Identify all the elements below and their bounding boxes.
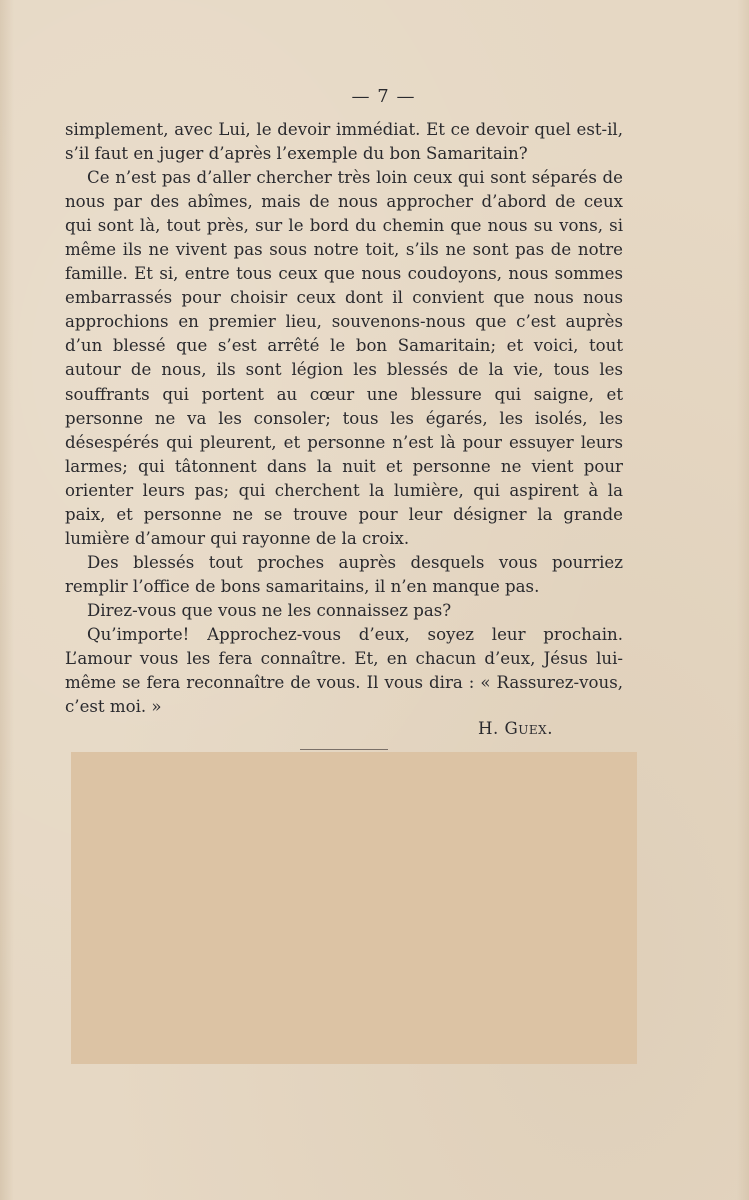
page-number: — 7 — <box>351 86 416 107</box>
paragraph: simplement, avec Lui, le devoir immédiat. Et ce devoir quel est-il, s’il faut en juger d’après l’exemple du bon Samaritain? <box>65 120 623 164</box>
paragraph: Qu’importe! Approchez-vous d’eux, soyez leur prochain. L’amour vous les fera connaître. Et, en chacun d’eux, Jésus lui-même se fera reconnaître de vous. Il vous dira : « Rassurez-vous, c’est moi. » <box>65 624 623 717</box>
author-name: Guex. <box>504 719 553 738</box>
author-initial: H. <box>478 719 499 738</box>
paragraph: Direz-vous que vous ne les connaissez pas? <box>87 600 452 620</box>
paragraph: Des blessés tout proches auprès desquels vous pourriez remplir l’office de bons samaritains, il n’en manque pas. <box>65 552 623 596</box>
paragraph: Ce n’est pas d’aller chercher très loin ceux qui sont séparés de nous par des abîmes, mais de nous approcher d’abord de ceux qui sont là, tout près, sur le bord du chemin que nous su vons, si même ils ne vivent pas sous notre toit, s’ils ne sont pas de notre famille. Et si, entre tous ceux que nous coudoyons, nous sommes embarrassés pour choisir ceux dont il convient que nous nous approchions en premier lieu, souvenons-nous que c’est auprès d’un blessé que s’est arrêté le bon Samaritain; et voici, tout autour de nous, ils sont légion les blessés de la vie, tous les souffrants qui portent au cœur une blessure qui saigne, et personne ne va les consoler; tous les égarés, les isolés, les désespérés qui pleurent, et personne n’est là pour essuyer leurs larmes; qui tâtonnent dans la nuit et personne ne vient pour orienter leurs pas; qui cherchent la lumière, qui aspirent à la paix, et personne ne se trouve pour leur désigner la grande lumière d’amour qui rayonne de la croix. <box>65 168 623 548</box>
section-divider <box>300 749 388 750</box>
redacted-block <box>71 752 637 1064</box>
author-signature <box>478 719 553 738</box>
body-text <box>65 118 623 719</box>
